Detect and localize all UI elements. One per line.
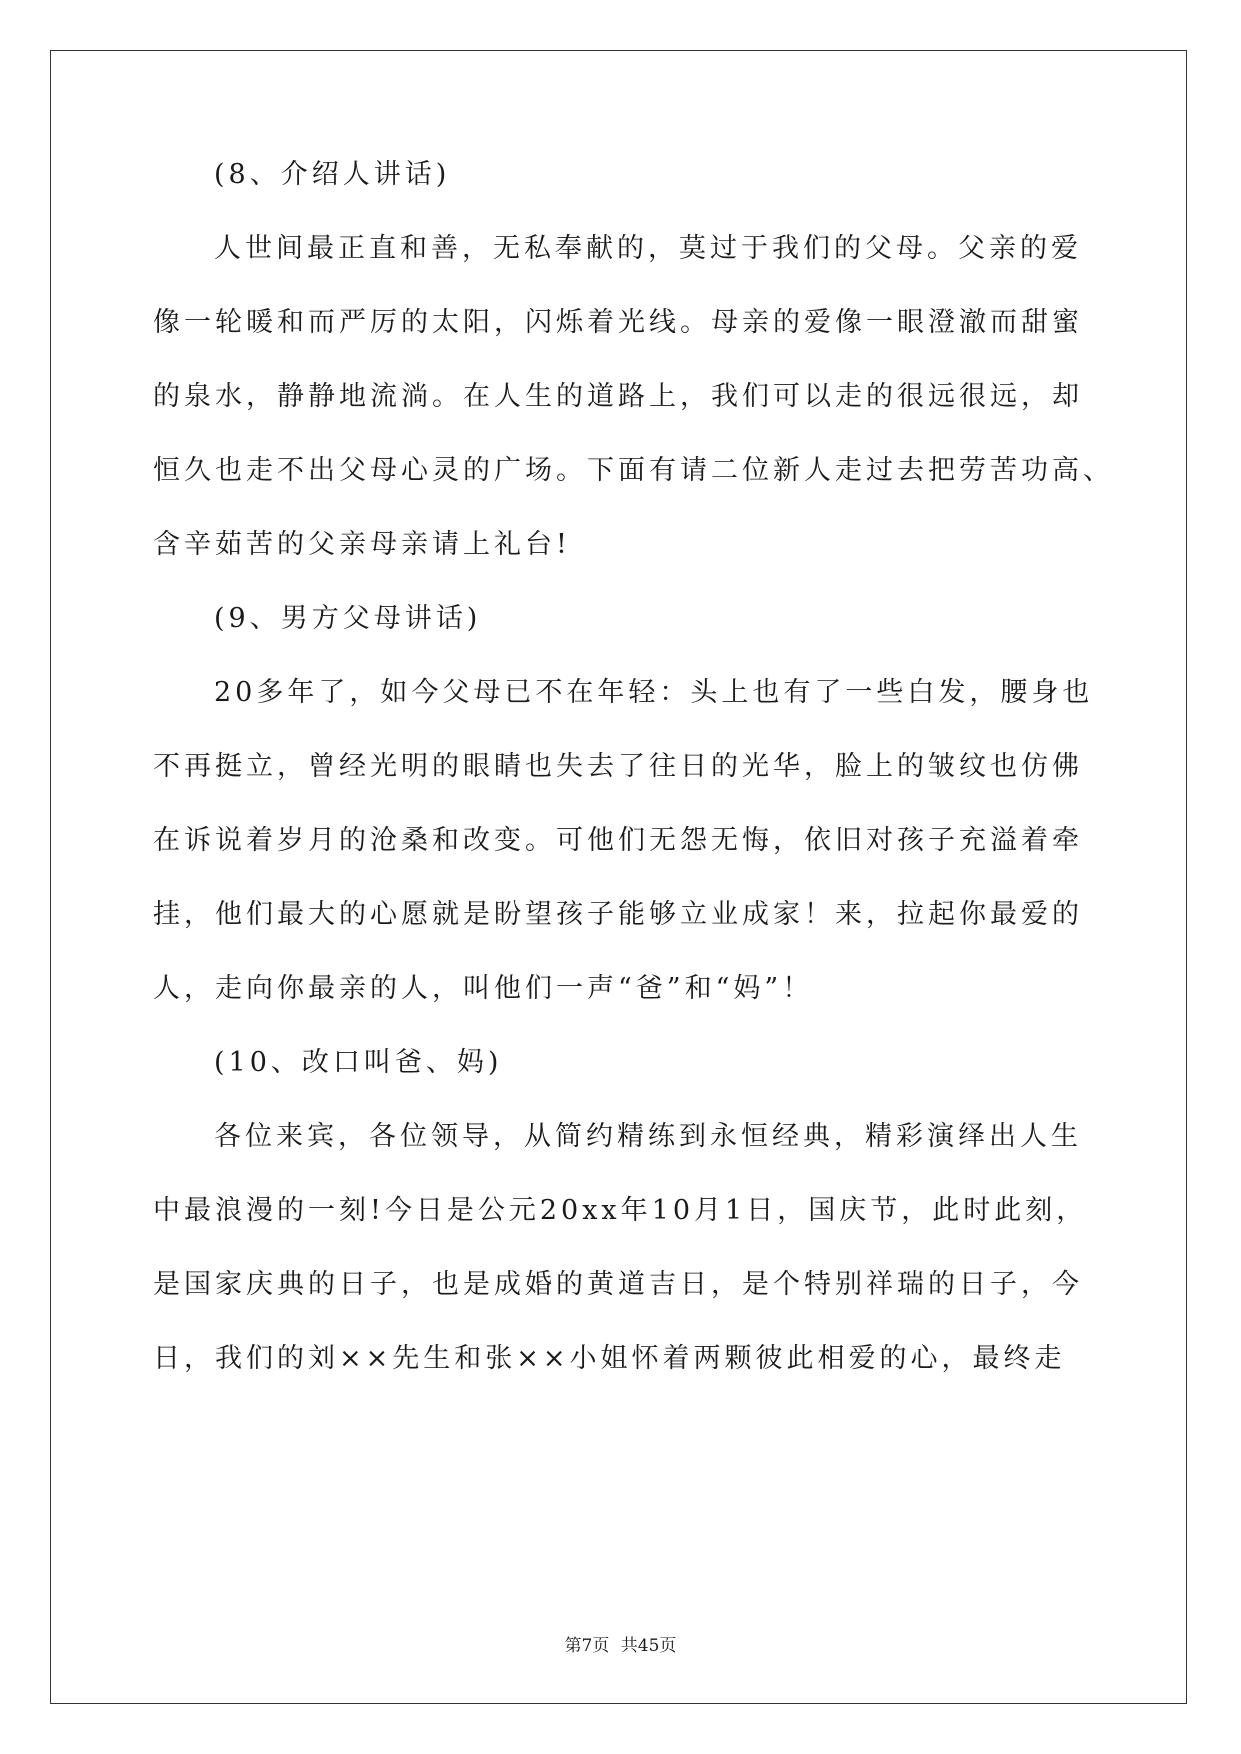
- paragraph-line: 的泉水，静静地流淌。在人生的道路上，我们可以走的很远很远，却: [153, 381, 1083, 412]
- paragraph-line: 在诉说着岁月的沧桑和改变。可他们无怨无悔，依旧对孩子充溢着牵: [153, 825, 1083, 856]
- paragraph-line: 含辛茹苦的父亲母亲请上礼台!: [153, 529, 571, 560]
- section-heading: (8、介绍人讲话): [214, 159, 451, 190]
- paragraph-line: 恒久也走不出父母心灵的广场。下面有请二位新人走过去把劳苦功高、: [153, 455, 1114, 486]
- paragraph-line: 像一轮暖和而严厉的太阳，闪烁着光线。母亲的爱像一眼澄澈而甜蜜: [153, 307, 1083, 338]
- paragraph-line: 中最浪漫的一刻!今日是公元20xx年10月1日，国庆节，此时此刻，: [153, 1195, 1088, 1226]
- paragraph-line: 20多年了，如今父母已不在年轻：头上也有了一些白发，腰身也: [214, 677, 1094, 708]
- paragraph-line: 是国家庆典的日子，也是成婚的黄道吉日，是个特别祥瑞的日子，今: [153, 1269, 1083, 1300]
- paragraph-line: 日，我们的刘××先生和张××小姐怀着两颗彼此相爱的心，最终走: [153, 1343, 1066, 1374]
- paragraph-line: 人，走向你最亲的人，叫他们一声“爸”和“妈”！: [153, 973, 814, 1004]
- page-number: 第7页: [564, 1636, 610, 1656]
- paragraph-line: 不再挺立，曾经光明的眼睛也失去了往日的光华，脸上的皱纹也仿佛: [153, 751, 1083, 782]
- page-border: [50, 50, 1187, 1704]
- page-total: 共45页: [620, 1636, 677, 1656]
- paragraph-line: 人世间最正直和善，无私奉献的，莫过于我们的父母。父亲的爱: [214, 233, 1082, 264]
- page-footer: [0, 1631, 1241, 1656]
- section-heading: (10、改口叫爸、妈): [214, 1047, 503, 1078]
- paragraph-line: 各位来宾，各位领导，从简约精练到永恒经典，精彩演绎出人生: [214, 1121, 1082, 1152]
- section-heading: (9、男方父母讲话): [214, 603, 482, 634]
- paragraph-line: 挂，他们最大的心愿就是盼望孩子能够立业成家！来，拉起你最爱的: [153, 899, 1083, 930]
